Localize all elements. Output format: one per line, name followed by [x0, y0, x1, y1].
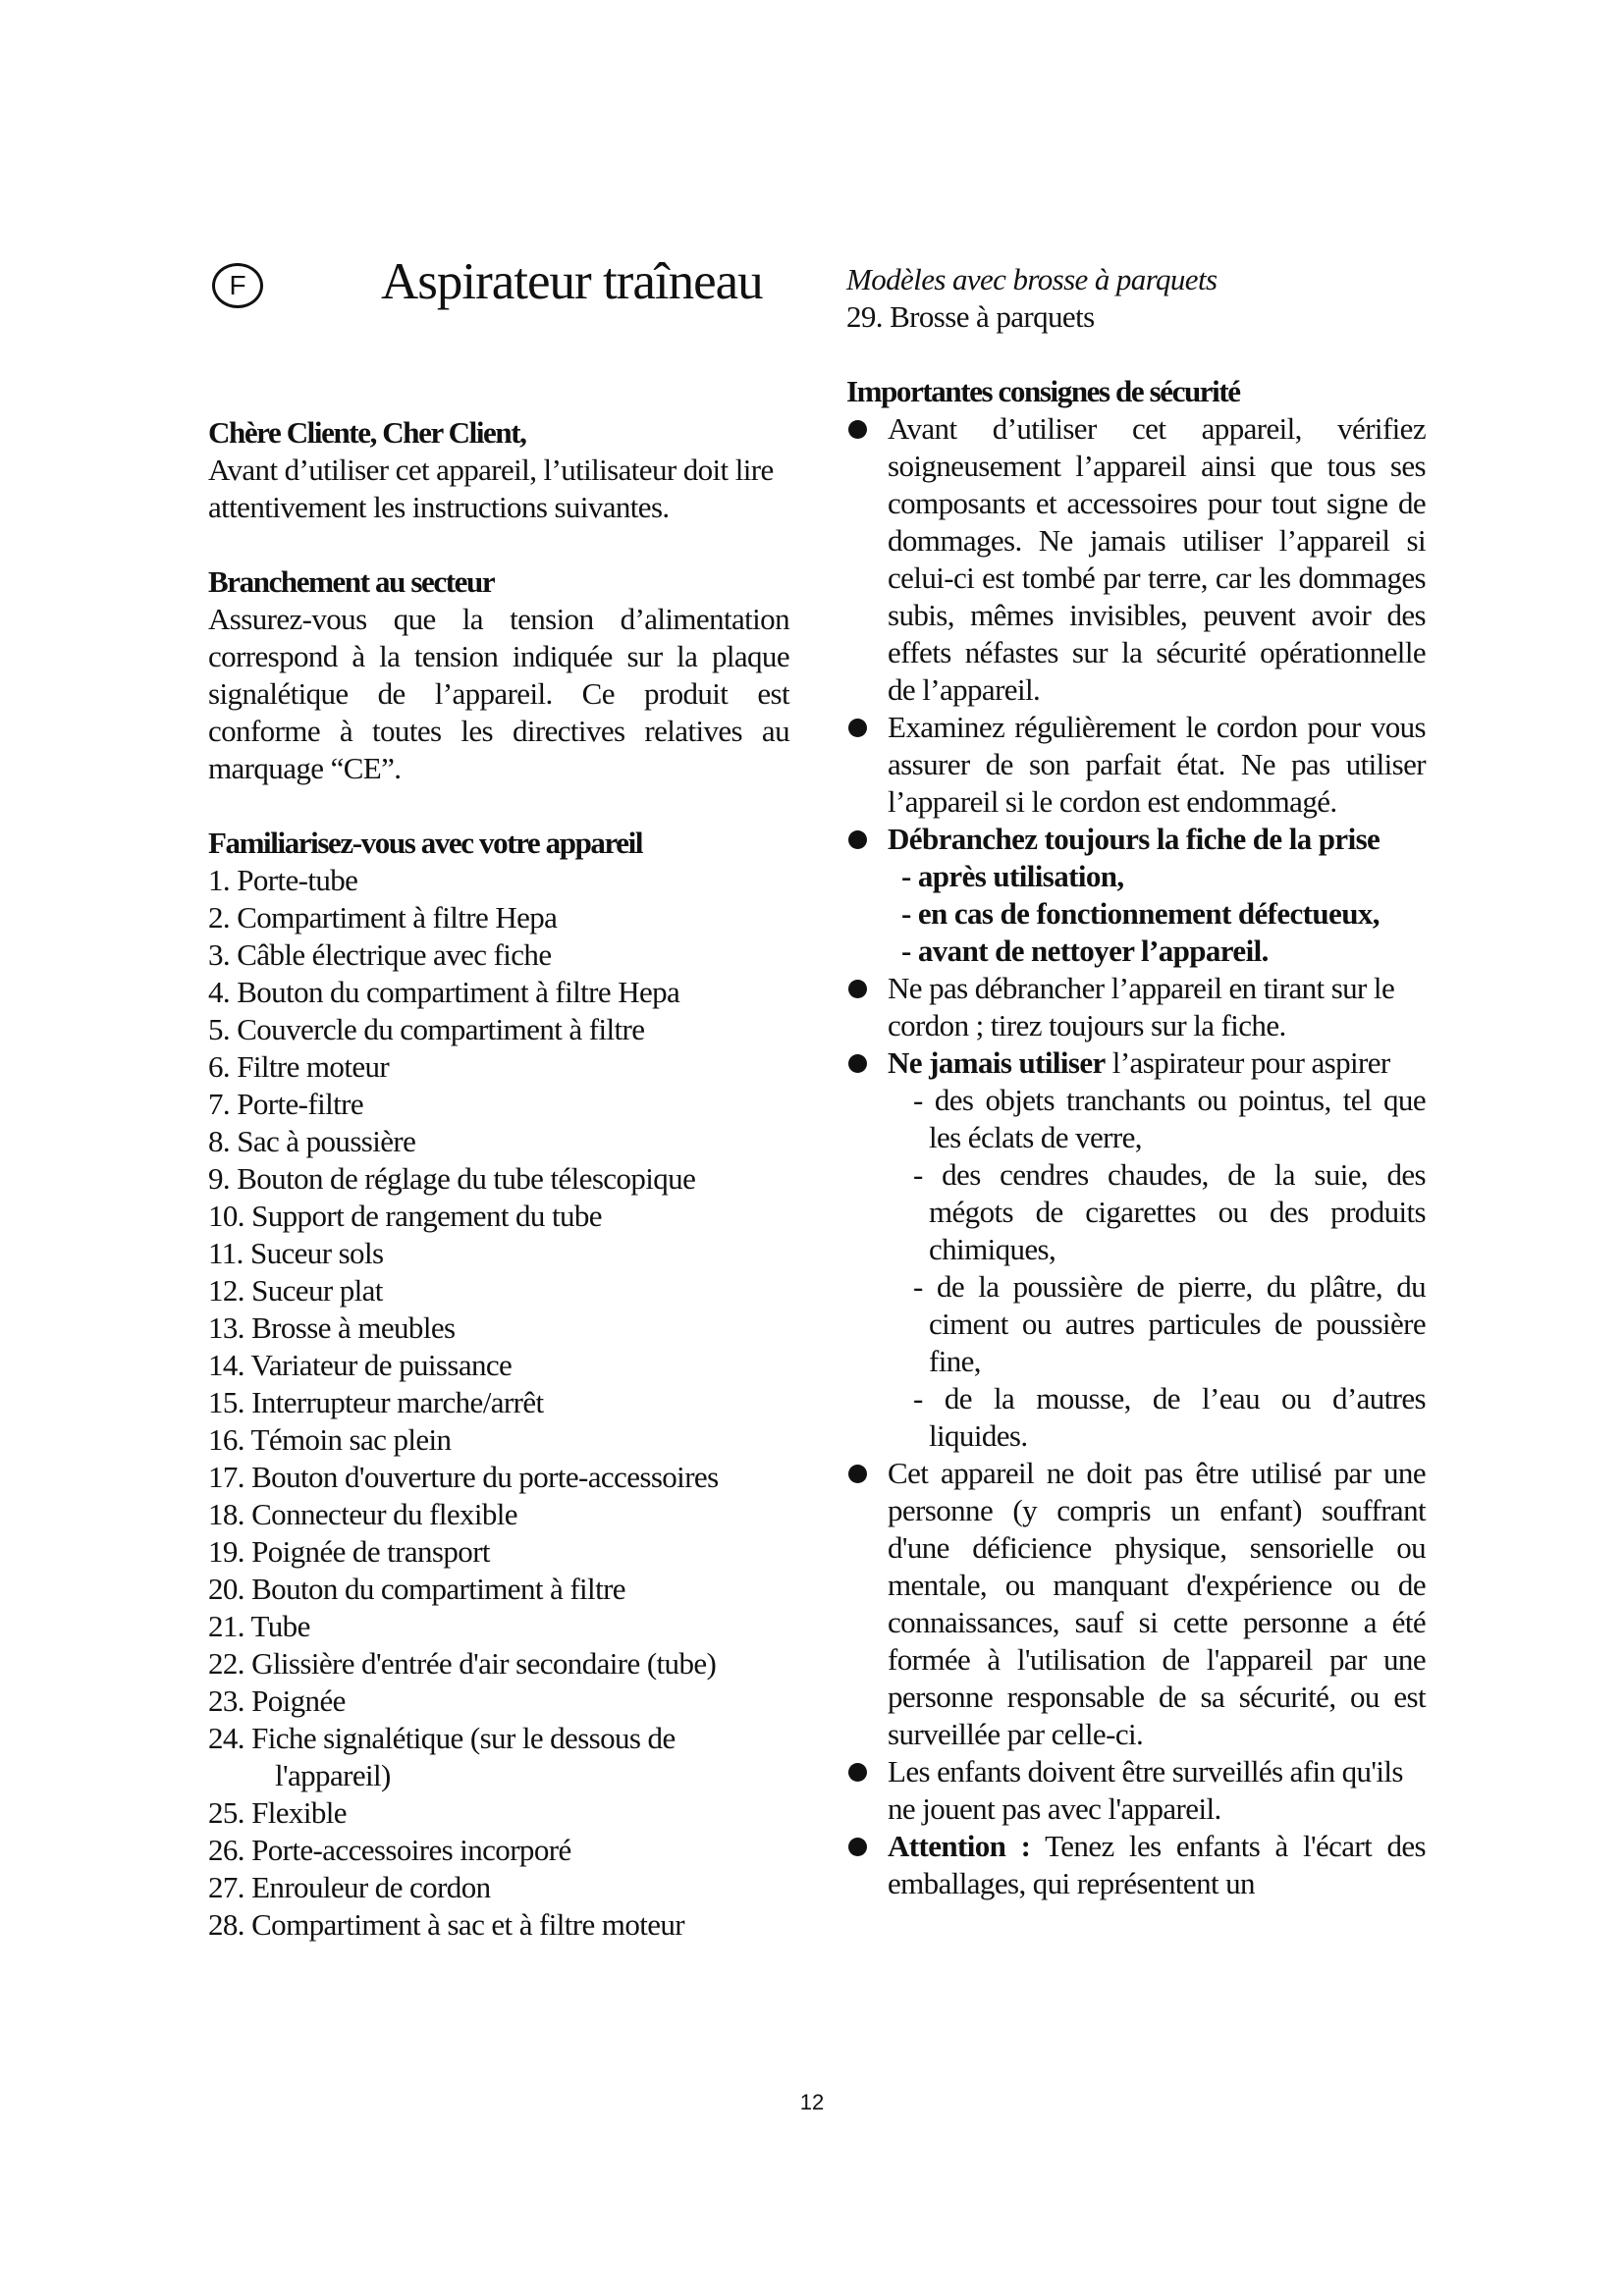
- list-item: 2. Compartiment à filtre Hepa: [208, 900, 558, 934]
- language-badge: F: [212, 263, 263, 308]
- power-section: [208, 563, 789, 787]
- list-item: 4. Bouton du compartiment à filtre Hepa: [208, 975, 680, 1009]
- list-item: 8. Sac à poussière: [208, 1124, 416, 1158]
- list-item: 27. Enrouleur de cordon: [208, 1870, 491, 1904]
- unplug-item: - après utilisation,: [901, 859, 1124, 893]
- greeting-heading: Chère Cliente, Cher Client,: [208, 415, 526, 450]
- list-item: 26. Porte-accessoires incorporé: [208, 1833, 571, 1867]
- power-text: Assurez-vous que la tension d’alimentation correspond à la tension indiquée sur la plaque signalétique de l’appareil. Ce produit est conforme à toutes les directives relatives au marquage “CE”.: [208, 602, 789, 785]
- list-item: 17. Bouton d'ouverture du porte-accessoires: [208, 1460, 719, 1494]
- list-item: 24. Fiche signalétique (sur le dessous de l'appareil): [208, 1721, 676, 1792]
- page-number: 12: [799, 2090, 825, 2114]
- right-column: [846, 261, 1426, 1902]
- list-item: 18. Connecteur du flexible: [208, 1497, 517, 1531]
- safety-bullet-cord: Examinez régulièrement le cordon pour vous assurer de son parfait état. Ne pas utiliser l’appareil si le cordon est endommagé.: [846, 709, 1426, 821]
- greeting-text: Avant d’utiliser cet appareil, l’utilisateur doit lire attentivement les instructions suivantes.: [208, 453, 774, 524]
- safety-section: [846, 373, 1426, 1902]
- safety-bullet-persons: Cet appareil ne doit pas être utilisé par une personne (y compris un enfant) souffrant d'une déficience physique, sensorielle ou mentale, ou manquant d'expérience ou de connaissances, sauf si cette personne a été formée à l'utilisation de l'appareil par une personne responsable de sa sécurité, ou est surveillée par celle-ci.: [846, 1455, 1426, 1753]
- parquet-section: [846, 261, 1426, 336]
- unplug-item: - en cas de fonctionnement défectueux,: [901, 896, 1380, 931]
- attention-text: Tenez les enfants à l'écart des emballages, qui représentent un: [888, 1829, 1426, 1900]
- list-item: 21. Tube: [208, 1609, 310, 1643]
- greeting-section: [208, 414, 789, 526]
- list-item: 9. Bouton de réglage du tube télescopique: [208, 1161, 696, 1196]
- attention-label: Attention :: [888, 1829, 1031, 1863]
- safety-heading: Importantes consignes de sécurité: [846, 374, 1240, 408]
- list-item: 23. Poignée: [208, 1683, 346, 1718]
- list-item: 19. Poignée de transport: [208, 1534, 490, 1569]
- list-item: 28. Compartiment à sac et à filtre moteur: [208, 1907, 685, 1942]
- list-item: 25. Flexible: [208, 1795, 347, 1830]
- safety-bullet-never-use: [846, 1044, 1426, 1455]
- safety-bullet-unplug: [846, 821, 1426, 970]
- safety-bullet-children: Les enfants doivent être surveillés afin qu'ils ne jouent pas avec l'appareil.: [846, 1753, 1426, 1828]
- list-item: 13. Brosse à meubles: [208, 1310, 456, 1345]
- unplug-title: Débranchez toujours la fiche de la prise: [888, 822, 1380, 856]
- parts-heading: Familiarisez-vous avec votre appareil: [208, 826, 643, 860]
- safety-bullet-inspect: Avant d’utiliser cet appareil, vérifiez soigneusement l’appareil ainsi que tous ses composants et accessoires pour tout signe de dommages. Ne jamais utiliser l’appareil si celui-ci est tombé par terre, car les dommages subis, mêmes invisibles, peuvent avoir des effets néfastes sur la sécurité opérationnelle de l’appareil.: [846, 410, 1426, 709]
- list-item: 12. Suceur plat: [208, 1273, 383, 1308]
- list-item: 1. Porte-tube: [208, 863, 358, 897]
- list-item: 6. Filtre moteur: [208, 1049, 390, 1084]
- list-item: 10. Support de rangement du tube: [208, 1199, 602, 1233]
- parquet-item: 29. Brosse à parquets: [846, 299, 1095, 334]
- list-item: 14. Variateur de puissance: [208, 1348, 513, 1382]
- parquet-subtitle: Modèles avec brosse à parquets: [846, 262, 1218, 296]
- safety-bullet-pull-plug: Ne pas débrancher l’appareil en tirant sur le cordon ; tirez toujours sur la fiche.: [846, 970, 1426, 1044]
- list-item: 11. Suceur sols: [208, 1236, 384, 1270]
- never-use-label: Ne jamais utiliser: [888, 1045, 1106, 1080]
- list-item: 5. Couvercle du compartiment à filtre: [208, 1012, 645, 1046]
- safety-bullet-attention: [846, 1828, 1426, 1902]
- power-heading: Branchement au secteur: [208, 564, 495, 599]
- page-title: Aspirateur traîneau: [381, 253, 763, 310]
- list-item: 22. Glissière d'entrée d'air secondaire (tube): [208, 1646, 717, 1681]
- parts-section: [208, 825, 789, 1944]
- list-item: 20. Bouton du compartiment à filtre: [208, 1572, 625, 1606]
- unplug-item: - avant de nettoyer l’appareil.: [901, 934, 1269, 968]
- list-item: 15. Interrupteur marche/arrêt: [208, 1385, 544, 1419]
- parts-list: [208, 862, 789, 1944]
- never-use-item: - des cendres chaudes, de la suie, des mégots de cigarettes ou des produits chimiques,: [913, 1157, 1426, 1266]
- left-column: [208, 414, 789, 1981]
- list-item: 3. Câble électrique avec fiche: [208, 937, 552, 972]
- never-use-text: l’aspirateur pour aspirer: [1105, 1045, 1390, 1080]
- list-item: 7. Porte-filtre: [208, 1087, 364, 1121]
- list-item: 16. Témoin sac plein: [208, 1422, 452, 1457]
- never-use-item: - de la mousse, de l’eau ou d’autres liquides.: [913, 1381, 1426, 1453]
- never-use-item: - de la poussière de pierre, du plâtre, du ciment ou autres particules de poussière fine,: [913, 1269, 1426, 1378]
- never-use-item: - des objets tranchants ou pointus, tel que les éclats de verre,: [913, 1083, 1426, 1154]
